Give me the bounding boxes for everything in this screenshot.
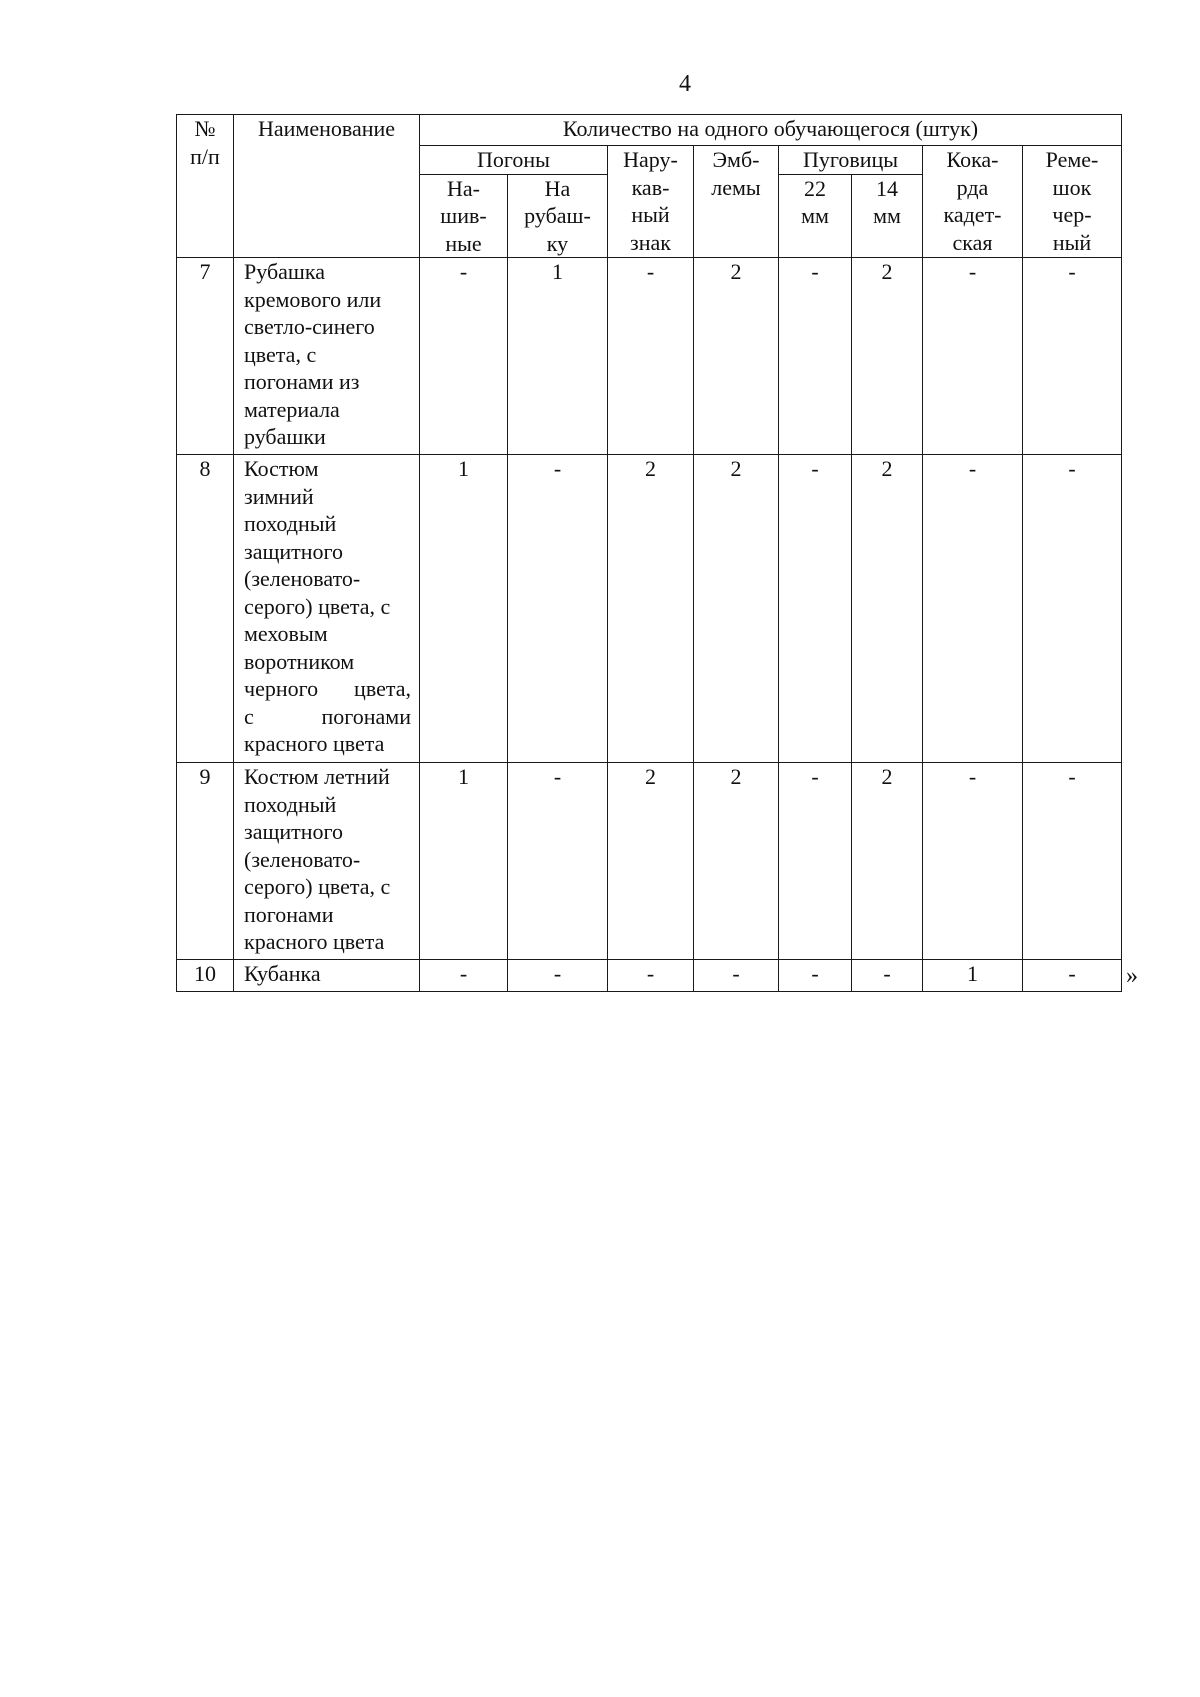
header-num-line: п/п	[190, 143, 220, 169]
header-line: Нару-	[623, 147, 678, 172]
header-line: ный	[631, 202, 670, 227]
header-line: чер-	[1052, 202, 1092, 227]
header-line: Эмб-	[712, 147, 760, 172]
row-name-line: (зеленовато-	[244, 566, 361, 591]
header-line: На-	[447, 175, 480, 201]
header-emblemy	[694, 146, 779, 258]
header-p22	[779, 174, 852, 258]
cell-narukavny: -	[608, 258, 694, 455]
row-name-line: погонами из	[244, 369, 360, 394]
row-name-line: Костюм	[244, 456, 319, 481]
cell-emblemy: 2	[694, 258, 779, 455]
header-line: Кока-	[946, 147, 999, 172]
row-name-line: серого) цвета, с	[244, 874, 391, 899]
row-name-line: рубашки	[244, 424, 326, 449]
row-name-line: защитного	[244, 819, 344, 844]
header-pogony-label: Погоны	[477, 147, 550, 172]
cell-remeshok: -	[1023, 455, 1122, 763]
cell-p14: 2	[852, 258, 923, 455]
row-number: 7	[177, 258, 234, 455]
uniform-items-table	[176, 114, 1122, 992]
row-name-line: кремового или	[244, 286, 382, 312]
row-name	[234, 763, 420, 960]
header-pugovitsy-label: Пуговицы	[802, 147, 899, 172]
cell-remeshok: -	[1023, 960, 1122, 992]
cell-narukavny: 2	[608, 455, 694, 763]
row-number: 8	[177, 455, 234, 763]
row-name-line: Костюм летний	[244, 764, 390, 789]
cell-nashivnye: -	[420, 258, 508, 455]
header-line: 14	[876, 175, 898, 201]
header-name	[234, 115, 420, 258]
table-row	[177, 763, 1122, 960]
row-name-line: зимний	[244, 483, 314, 509]
row-name-line: черного цвета,	[244, 676, 411, 701]
cell-kokarda: -	[923, 763, 1023, 960]
cell-narukavny: -	[608, 960, 694, 992]
page-number: 4	[679, 71, 691, 97]
header-line: знак	[630, 229, 671, 255]
header-quantity	[420, 115, 1122, 146]
header-line: ный	[1052, 229, 1092, 255]
header-num-line: №	[194, 116, 216, 141]
row-name-line: воротником	[244, 648, 355, 674]
cell-p22: -	[779, 763, 852, 960]
cell-remeshok: -	[1023, 763, 1122, 960]
row-name	[234, 258, 420, 455]
header-narukavny	[608, 146, 694, 258]
header-line: На	[544, 175, 571, 201]
cell-nashivnye: 1	[420, 455, 508, 763]
header-line: ку	[546, 230, 569, 256]
cell-p14: 2	[852, 763, 923, 960]
row-name-line: с погонами	[244, 703, 411, 729]
row-name-line: Кубанка	[244, 961, 321, 986]
header-line: ская	[952, 229, 993, 255]
header-name-label: Наименование	[257, 116, 396, 141]
header-quantity-label: Количество на одного обучающегося (штук)	[562, 116, 979, 141]
row-name	[234, 960, 420, 992]
header-nashivnye	[420, 174, 508, 258]
header-line: кав-	[631, 174, 670, 200]
header-line: ные	[445, 230, 482, 256]
row-name-line: красного цвета	[244, 731, 385, 756]
table-row	[177, 455, 1122, 763]
cell-narukavny: 2	[608, 763, 694, 960]
header-remeshok	[1023, 146, 1122, 258]
table-row	[177, 258, 1122, 455]
cell-nashivnye: 1	[420, 763, 508, 960]
row-name-line: серого) цвета, с	[244, 593, 391, 619]
header-num	[177, 115, 234, 258]
cell-na-rubashku: -	[508, 763, 608, 960]
cell-na-rubashku: -	[508, 455, 608, 763]
cell-p14: 2	[852, 455, 923, 763]
closing-quote: »	[1126, 963, 1138, 989]
cell-kokarda: -	[923, 455, 1023, 763]
cell-kokarda: 1	[923, 960, 1023, 992]
header-pugovitsy	[779, 146, 923, 175]
row-name-line: светло-синего	[244, 314, 375, 339]
row-name-line: походный	[244, 511, 337, 536]
cell-p22: -	[779, 960, 852, 992]
cell-kokarda: -	[923, 258, 1023, 455]
header-pogony	[420, 146, 608, 175]
header-line: кадет-	[943, 202, 1002, 227]
row-name-line: походный	[244, 791, 337, 817]
header-na-rubashku	[508, 174, 608, 258]
header-line: шок	[1052, 174, 1092, 200]
row-name-line: защитного	[244, 538, 344, 564]
row-name-line: погонами	[244, 901, 334, 927]
row-name-line: цвета, с	[244, 341, 317, 367]
cell-p14: -	[852, 960, 923, 992]
cell-nashivnye: -	[420, 960, 508, 992]
header-line: мм	[801, 203, 829, 228]
row-name-line: красного цвета	[244, 929, 385, 954]
header-line: рубаш-	[524, 203, 591, 228]
row-name-line: меховым	[244, 621, 328, 646]
row-name-line: материала	[244, 396, 340, 422]
row-name	[234, 455, 420, 763]
cell-p22: -	[779, 258, 852, 455]
cell-remeshok: -	[1023, 258, 1122, 455]
table-row	[177, 960, 1122, 992]
cell-emblemy: 2	[694, 455, 779, 763]
cell-p22: -	[779, 455, 852, 763]
cell-na-rubashku: 1	[508, 258, 608, 455]
header-line: лемы	[711, 174, 761, 200]
header-kokarda	[923, 146, 1023, 258]
row-name-line: Рубашка	[244, 259, 325, 284]
header-line: 22	[804, 175, 826, 201]
row-number: 9	[177, 763, 234, 960]
cell-na-rubashku: -	[508, 960, 608, 992]
row-name-line: (зеленовато-	[244, 846, 361, 872]
header-p14	[852, 174, 923, 258]
cell-emblemy: -	[694, 960, 779, 992]
header-line: мм	[873, 203, 901, 228]
header-line: рда	[956, 174, 989, 200]
row-number: 10	[177, 960, 234, 992]
cell-emblemy: 2	[694, 763, 779, 960]
header-line: Реме-	[1045, 147, 1099, 172]
header-line: шив-	[440, 203, 487, 228]
